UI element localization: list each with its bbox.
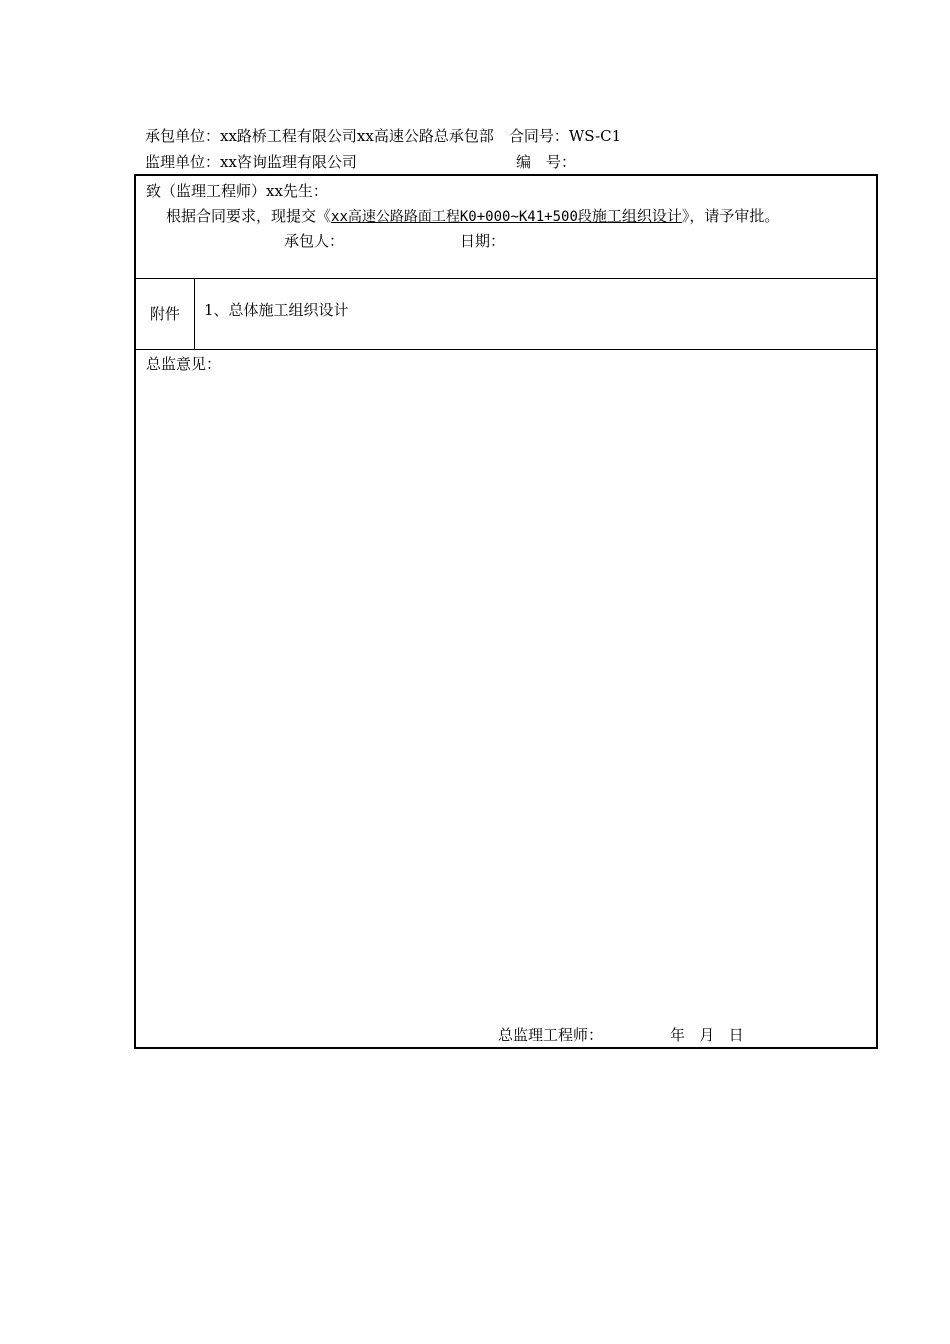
statement-prefix: 根据合同要求，现提交《 — [166, 207, 332, 225]
attachment-item: 1、总体施工组织设计 — [204, 301, 349, 319]
contractor-sign-label: 承包人： — [284, 232, 345, 250]
serial-number-label: 编 号： — [516, 153, 577, 171]
column-divider — [194, 278, 195, 349]
document-type: 施工组织设计 — [591, 207, 682, 225]
chief-sign-label: 总监理工程师： — [498, 1026, 604, 1044]
row-divider — [136, 278, 876, 279]
attachment-label: 附件 — [150, 305, 181, 323]
row-divider — [136, 349, 876, 350]
day-label: 日 — [728, 1026, 744, 1044]
chief-signature-line — [498, 1025, 744, 1045]
document-name: xx高速公路路面工程K0+000~K41+500段 — [331, 209, 592, 225]
contractor-signature-line — [284, 231, 506, 251]
month-label: 月 — [699, 1026, 715, 1044]
signature-date — [670, 1025, 744, 1045]
chief-opinion-label: 总监意见： — [146, 355, 222, 373]
submission-statement — [166, 206, 779, 227]
approval-form-table — [134, 174, 878, 1049]
statement-suffix: 》，请予审批。 — [681, 207, 780, 225]
year-label: 年 — [670, 1026, 686, 1044]
date-label: 日期： — [460, 232, 506, 250]
contractor-info-line: 承包单位：xx路桥工程有限公司xx高速公路总承包部 合同号：WS-C1 — [145, 127, 622, 145]
supervisor-unit-text: 监理单位：xx咨询监理有限公司 — [145, 153, 357, 171]
addressee-line: 致（监理工程师）xx先生： — [146, 182, 328, 200]
supervisor-info-line — [145, 152, 577, 172]
